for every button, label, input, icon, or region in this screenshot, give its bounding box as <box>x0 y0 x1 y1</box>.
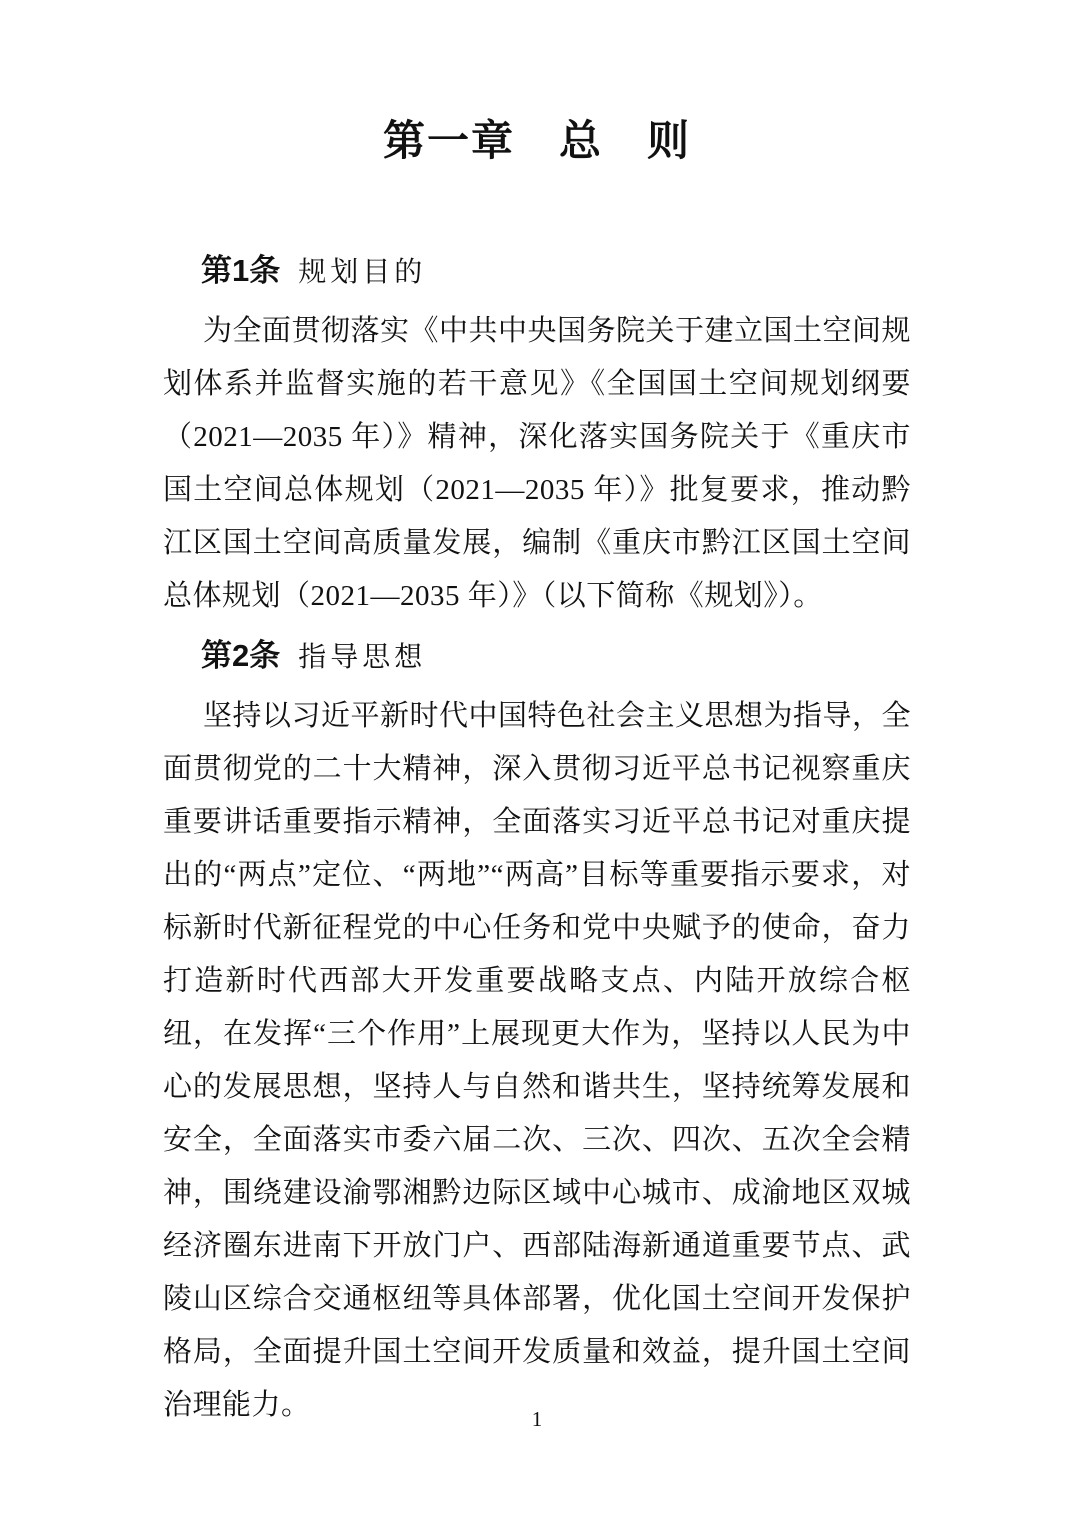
article-title: 指导思想 <box>298 642 427 674</box>
page-number: 1 <box>531 1407 543 1431</box>
article-title: 规划目的 <box>298 257 427 289</box>
article-paragraph: 为全面贯彻落实《中共中央国务院关于建立国土空间规划体系并监督实施的若干意见》《全国国土空间规划纲要（2021—2035 年）》精神，深化落实国务院关于《重庆市国土空间总体规划（2021—2035 年）》批复要求，推动黔江区国土空间高质量发展，编制《重庆市黔江区国土空间总体规划（2021—2035 年）》（以下简称《规划》）。 <box>163 315 912 613</box>
article-number: 第1条 <box>201 253 281 289</box>
article-section-2 <box>163 629 911 1432</box>
article-section-1 <box>163 244 911 623</box>
article-heading <box>201 629 911 688</box>
page-footer <box>0 1407 1074 1432</box>
chapter-title: 第一章 总 则 <box>382 119 691 165</box>
article-heading <box>201 244 911 303</box>
article-paragraph: 坚持以习近平新时代中国特色社会主义思想为指导，全面贯彻党的二十大精神，深入贯彻习近平总书记视察重庆重要讲话重要指示精神，全面落实习近平总书记对重庆提出的“两点”定位、“两地”“两高”目标等重要指示要求，对标新时代新征程党的中心任务和党中央赋予的使命，奋力打造新时代西部大开发重要战略支点、内陆开放综合枢纽，在发挥“三个作用”上展现更大作为，坚持以人民为中心的发展思想，坚持人与自然和谐共生，坚持统筹发展和安全，全面落实市委六届二次、三次、四次、五次全会精神，围绕建设渝鄂湘黔边际区域中心城市、成渝地区双城经济圈东进南下开放门户、西部陆海新通道重要节点、武陵山区综合交通枢纽等具体部署，优化国土空间开发保护格局，全面提升国土空间开发质量和效益，提升国土空间治理能力。 <box>163 700 912 1422</box>
article-number: 第2条 <box>201 638 281 674</box>
